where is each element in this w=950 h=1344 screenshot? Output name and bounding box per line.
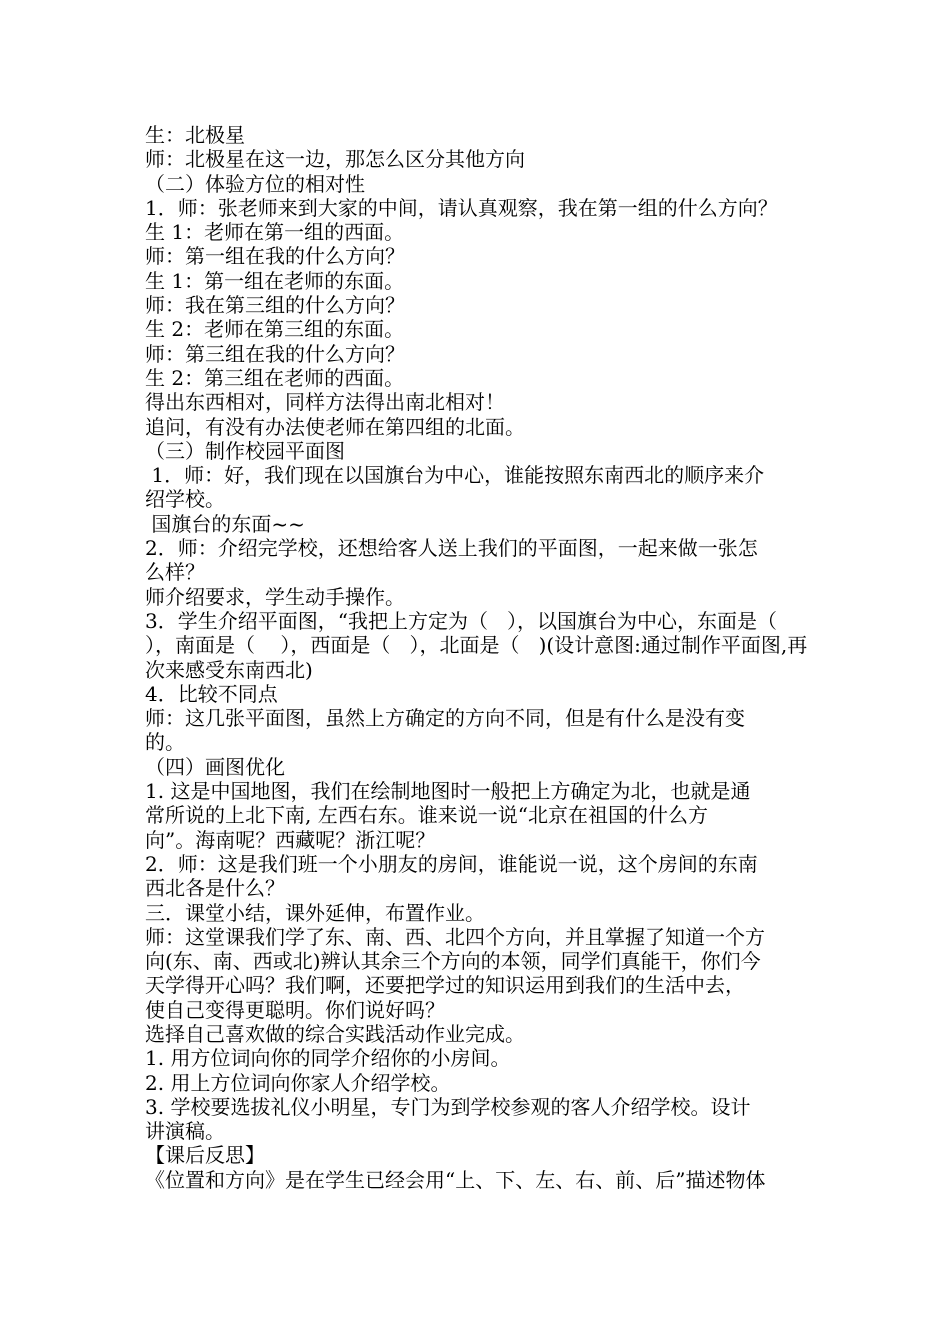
text-line: 得出东西相对，同样方法得出南北相对！	[145, 390, 505, 415]
text-line: 向”。海南呢？西藏呢？浙江呢？	[145, 827, 436, 852]
text-line: 讲演稿。	[145, 1119, 225, 1144]
text-line: 《位置和方向》是在学生已经会用“上、下、左、右、前、后”描述物体	[145, 1167, 766, 1192]
text-line: 向(东、南、西或北)辨认其余三个方向的本领，同学们真能干，你们今	[145, 949, 761, 974]
text-line: 2．师：介绍完学校，还想给客人送上我们的平面图，一起来做一张怎	[145, 536, 758, 561]
text-line: 的。	[145, 730, 185, 755]
list-item: 1. 用方位词向你的同学介绍你的小房间。	[145, 1046, 511, 1071]
text-line: 追问，有没有办法使老师在第四组的北面。	[145, 414, 525, 439]
text-line: 师：这几张平面图，虽然上方确定的方向不同，但是有什么是没有变	[145, 706, 745, 731]
text-line: 师：北极星在这一边，那怎么区分其他方向	[145, 147, 525, 172]
text-line: 西北各是什么？	[145, 876, 285, 901]
text-line: 师介绍要求，学生动手操作。	[145, 584, 405, 609]
text-line: 4．比较不同点	[145, 681, 278, 706]
text-line: 次来感受东南西北)	[145, 657, 313, 682]
text-line: 生：北极星	[145, 123, 245, 147]
text-line: 么样？	[145, 560, 205, 585]
text-line: 师：我在第三组的什么方向？	[145, 293, 405, 318]
text-line: 生 2：老师在第三组的东面。	[145, 317, 405, 342]
text-line: 1. 这是中国地图，我们在绘制地图时一般把上方确定为北，也就是通	[145, 779, 751, 804]
text-line: 选择自己喜欢做的综合实践活动作业完成。	[145, 1021, 525, 1046]
text-line: 2．师：这是我们班一个小朋友的房间，谁能说一说，这个房间的东南	[145, 851, 758, 876]
text-line: 生 2：第三组在老师的西面。	[145, 365, 405, 390]
section-heading: （三）制作校园平面图	[145, 438, 345, 463]
text-line: 师：这堂课我们学了东、南、西、北四个方向，并且掌握了知道一个方	[145, 924, 765, 949]
list-item: 2. 用上方位词向你家人介绍学校。	[145, 1070, 451, 1095]
text-line: 使自己变得更聪明。你们说好吗？	[145, 997, 445, 1022]
text-line: 常所说的上北下南, 左西右东。谁来说一说“北京在祖国的什么方	[145, 803, 708, 828]
text-line: 绍学校。	[145, 487, 225, 512]
text-line: 天学得开心吗？我们啊，还要把学过的知识运用到我们的生活中去，	[145, 973, 745, 998]
section-heading: （二）体验方位的相对性	[145, 171, 365, 196]
section-heading: 三．课堂小结，课外延伸，布置作业。	[145, 900, 485, 925]
section-heading: 【课后反思】	[145, 1143, 265, 1168]
section-heading: （四）画图优化	[145, 754, 285, 779]
document-body	[145, 123, 815, 1192]
text-line: 师：第三组在我的什么方向？	[145, 341, 405, 366]
text-line: 3．学生介绍平面图，“我把上方定为（ ），以国旗台为中心，东面是（	[145, 608, 778, 633]
text-line: ），南面是（ ），西面是（ ），北面是（ )(设计意图:通过制作平面图,再	[145, 633, 808, 658]
text-line: 国旗台的东面~~	[145, 511, 305, 536]
list-item: 3. 学校要选拔礼仪小明星，专门为到学校参观的客人介绍学校。设计	[145, 1094, 751, 1119]
text-line: 1．师：张老师来到大家的中间，请认真观察，我在第一组的什么方向？	[145, 195, 778, 220]
text-line: 生 1：第一组在老师的东面。	[145, 268, 405, 293]
text-line: 生 1：老师在第一组的西面。	[145, 220, 405, 245]
text-line: 1．师：好，我们现在以国旗台为中心，谁能按照东南西北的顺序来介	[145, 463, 765, 488]
text-line: 师：第一组在我的什么方向？	[145, 244, 405, 269]
